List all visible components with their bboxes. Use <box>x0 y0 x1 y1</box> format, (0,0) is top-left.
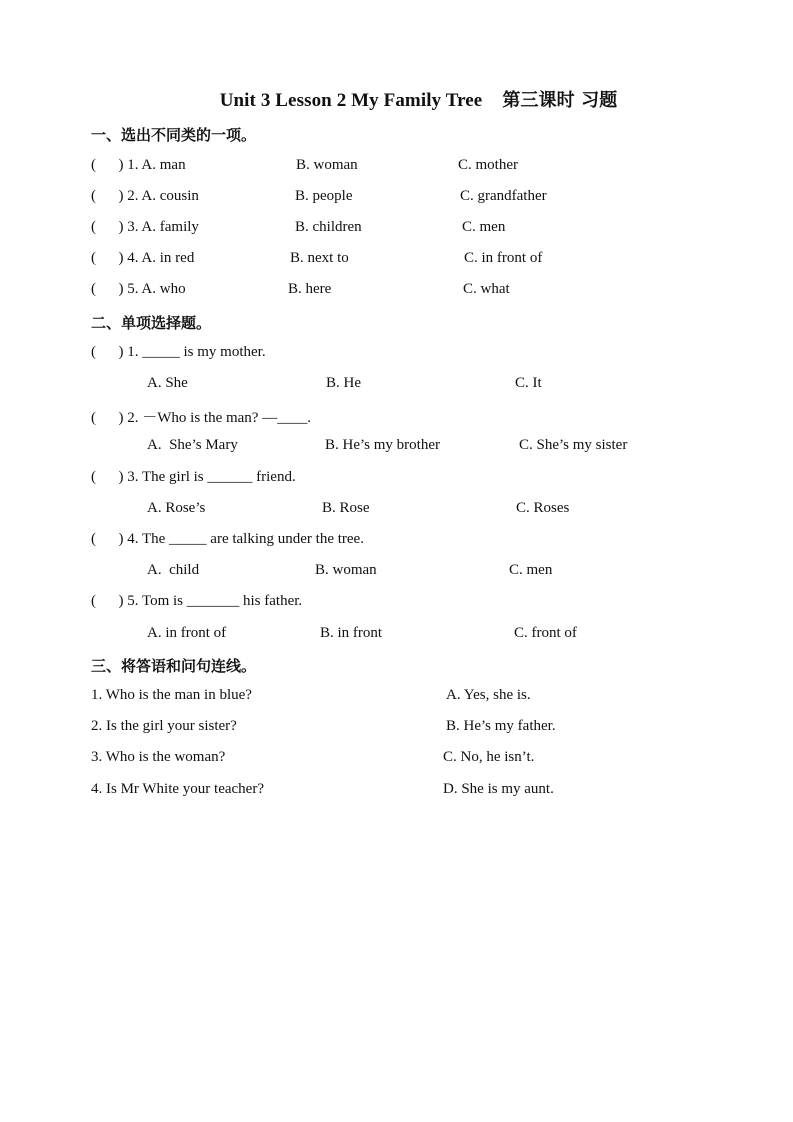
question-text: ( ) 3. The girl is ______ friend. <box>91 469 296 485</box>
option-b: B. in front <box>320 625 383 641</box>
option-b: B. woman <box>315 562 377 578</box>
option-b: B. woman <box>296 157 358 173</box>
option-b: B. next to <box>290 250 349 266</box>
option-b: B. children <box>295 219 362 235</box>
question-prefix: ( ) 2. A. cousin <box>91 188 199 204</box>
option-a: A. child <box>147 562 200 578</box>
section2-question <box>91 531 711 551</box>
option-a: A. Rose’s <box>147 500 206 516</box>
match-row <box>91 687 711 707</box>
question-text: ( ) 1. _____ is my mother. <box>91 344 266 360</box>
section2-options <box>147 437 767 457</box>
option-a: A. She <box>147 375 188 391</box>
match-row <box>91 781 711 801</box>
option-c: C. It <box>515 375 542 391</box>
option-b: B. He’s my brother <box>325 437 440 453</box>
title-chinese: 第三课时 习题 <box>502 90 618 111</box>
section2-options <box>147 625 767 645</box>
option-c: C. in front of <box>464 250 543 266</box>
match-question: 2. Is the girl your sister? <box>91 718 237 734</box>
option-a: A. She’s Mary <box>147 437 238 453</box>
option-c: C. men <box>462 219 506 235</box>
section2-question <box>91 469 711 489</box>
option-b: B. people <box>295 188 353 204</box>
match-answer: D. She is my aunt. <box>443 781 554 797</box>
question-prefix: ( ) 3. A. family <box>91 219 199 235</box>
question-text: ( ) 5. Tom is _______ his father. <box>91 593 303 609</box>
match-answer: A. Yes, she is. <box>446 687 531 703</box>
section2-options <box>147 375 767 395</box>
page-title <box>0 86 793 112</box>
section2-options <box>147 562 767 582</box>
match-row <box>91 749 711 769</box>
option-a: A. in front of <box>147 625 227 641</box>
match-question: 4. Is Mr White your teacher? <box>91 781 264 797</box>
section1-item <box>91 281 711 301</box>
section2-question <box>91 406 711 426</box>
question-prefix: ( ) 1. A. man <box>91 157 186 173</box>
option-c: C. mother <box>458 157 518 173</box>
option-c: C. She’s my sister <box>519 437 628 453</box>
match-question: 1. Who is the man in blue? <box>91 687 252 703</box>
section2-question <box>91 344 711 364</box>
question-prefix: ( ) 5. A. who <box>91 281 186 297</box>
section1-item <box>91 157 711 177</box>
option-c: C. grandfather <box>460 188 547 204</box>
section2-question <box>91 593 711 613</box>
question-text: ( ) 4. The _____ are talking under the tree. <box>91 531 364 547</box>
option-c: C. Roses <box>516 500 570 516</box>
option-b: B. here <box>288 281 332 297</box>
section1-item <box>91 219 711 239</box>
question-prefix: ( ) 4. A. in red <box>91 250 195 266</box>
match-question: 3. Who is the woman? <box>91 749 226 765</box>
match-row <box>91 718 711 738</box>
section3-heading: 三、将答语和问句连线。 <box>91 657 257 675</box>
title-english: Unit 3 Lesson 2 My Family Tree <box>219 90 483 111</box>
option-c: C. front of <box>514 625 577 641</box>
section2-heading: 二、单项选择题。 <box>91 314 212 332</box>
option-c: C. what <box>463 281 510 297</box>
section1-item <box>91 250 711 270</box>
option-b: B. Rose <box>322 500 370 516</box>
match-answer: B. He’s my father. <box>446 718 556 734</box>
section2-options <box>147 500 767 520</box>
option-c: C. men <box>509 562 553 578</box>
section1-heading: 一、选出不同类的一项。 <box>91 126 257 144</box>
question-text: ( ) 2. －Who is the man? —____. <box>91 410 311 426</box>
section1-item <box>91 188 711 208</box>
match-answer: C. No, he isn’t. <box>443 749 535 765</box>
option-b: B. He <box>326 375 361 391</box>
